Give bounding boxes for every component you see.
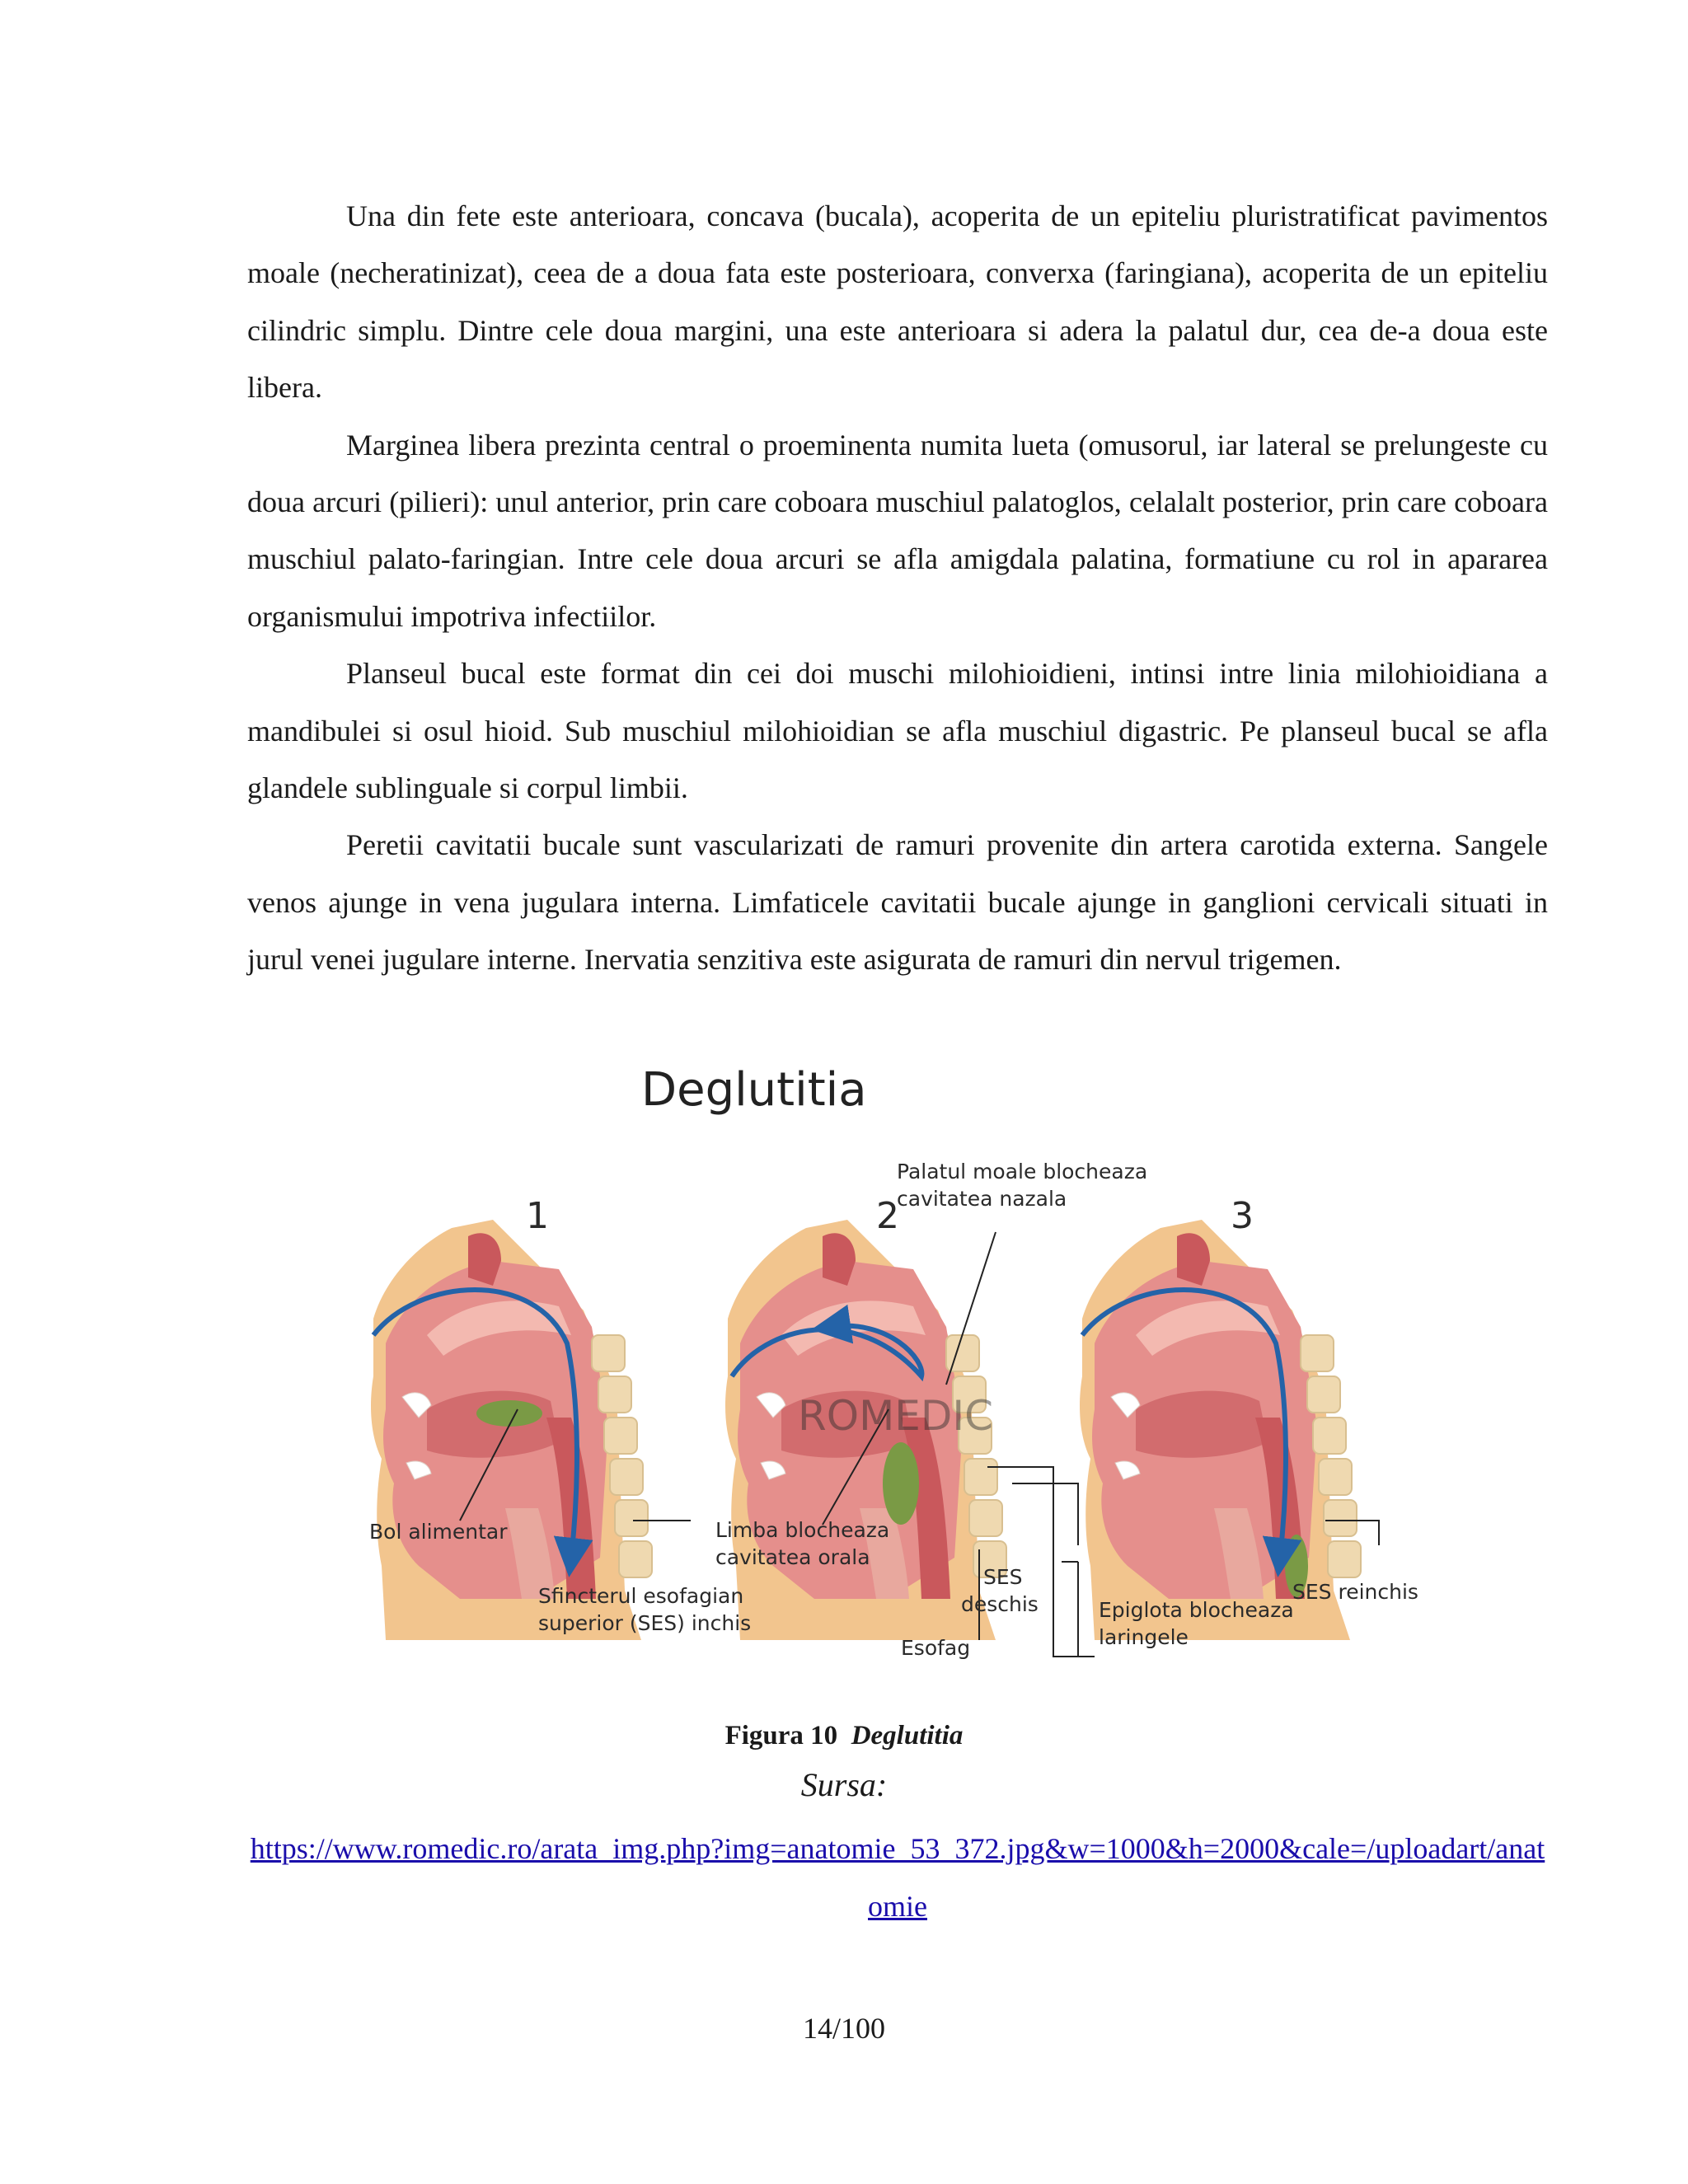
label-limba-2: cavitatea orala <box>715 1545 870 1569</box>
label-ses-reinchis: SES reinchis <box>1292 1580 1418 1604</box>
panel-number-2: 2 <box>876 1195 899 1237</box>
label-ses-deschis-1: SES <box>983 1565 1023 1589</box>
paragraph-1: Una din fete este anterioara, concava (bucala), acoperita de un epiteliu pluristratificat pavimentos moale (necheratinizat), ceea de a doua fata este posterioara, converxa (faringiana), acoperita de un epiteliu cilindric simplu. Dintre cele doua margini, una este anterioara si adera la palatul dur, cea de-a doua este libera. <box>247 199 1548 405</box>
caption-name: Deglutitia <box>851 1721 964 1750</box>
label-ses-inchis-1: Sfincterul esofagian <box>538 1584 744 1608</box>
label-ses-inchis-2: superior (SES) inchis <box>538 1611 752 1635</box>
figure-title: Deglutitia <box>641 1063 867 1117</box>
paragraph-4: Peretii cavitatii bucale sunt vascularizati de ramuri provenite din artera carotida externa. Sangele venos ajunge in vena jugulara interna. Limfaticele cavitatii bucale ajunge in ganglioni cervicali situati in jurul venei jugulare interne. Inervatia senzitiva este asigurata de ramuri din nervul trigemen. <box>247 828 1548 977</box>
caption-label: Figura 10 <box>724 1721 838 1750</box>
panel-number-3: 3 <box>1231 1195 1254 1237</box>
panel-number-1: 1 <box>526 1195 549 1237</box>
label-limba-1: Limba blocheaza <box>715 1518 890 1542</box>
panel-1 <box>371 1220 652 1640</box>
label-bol-alimentar: Bol alimentar <box>369 1520 508 1544</box>
deglutition-figure <box>353 1063 1441 1690</box>
figure-caption <box>0 1721 1688 1751</box>
source-link[interactable]: https://www.romedic.ro/arata_img.php?img=anatomie_53_372.jpg&w=1000&h=2000&cale=/uploadart/anatomie <box>250 1832 1545 1923</box>
source-label: Sursa: <box>800 1766 888 1803</box>
label-esofag: Esofag <box>901 1636 971 1660</box>
deglutition-illustration <box>353 1063 1441 1690</box>
label-palatul-2: cavitatea nazala <box>897 1187 1067 1211</box>
page-number: 14/100 <box>802 2012 885 2045</box>
paragraph-2: Marginea libera prezinta central o proeminenta numita lueta (omusorul, iar lateral se prelungeste cu doua arcuri (pilieri): unul anterior, prin care coboara muschiul palatoglos, celalalt posterior, prin care coboara muschiul palato-faringian. Intre cele doua arcuri se afla amigdala palatina, formatiune cu rol in apararea organismului impotriva infectiilor. <box>247 428 1548 633</box>
label-palatul-1: Palatul moale blocheaza <box>897 1160 1148 1183</box>
paragraph-3: Planseul bucal este format din cei doi muschi milohioidieni, intinsi intre linia milohioidiana a mandibulei si osul hioid. Sub muschiul milohioidian se afla muschiul digastric. Pe planseul bucal se afla glandele sublinguale si corpul limbii. <box>247 657 1548 805</box>
label-epiglota-1: Epiglota blocheaza <box>1099 1598 1294 1622</box>
panel-3 <box>1080 1220 1361 1640</box>
label-epiglota-2: laringele <box>1099 1625 1189 1649</box>
label-ses-deschis-2: deschis <box>961 1592 1039 1616</box>
body-text <box>247 188 1548 989</box>
watermark: ROMEDIC <box>798 1392 993 1440</box>
